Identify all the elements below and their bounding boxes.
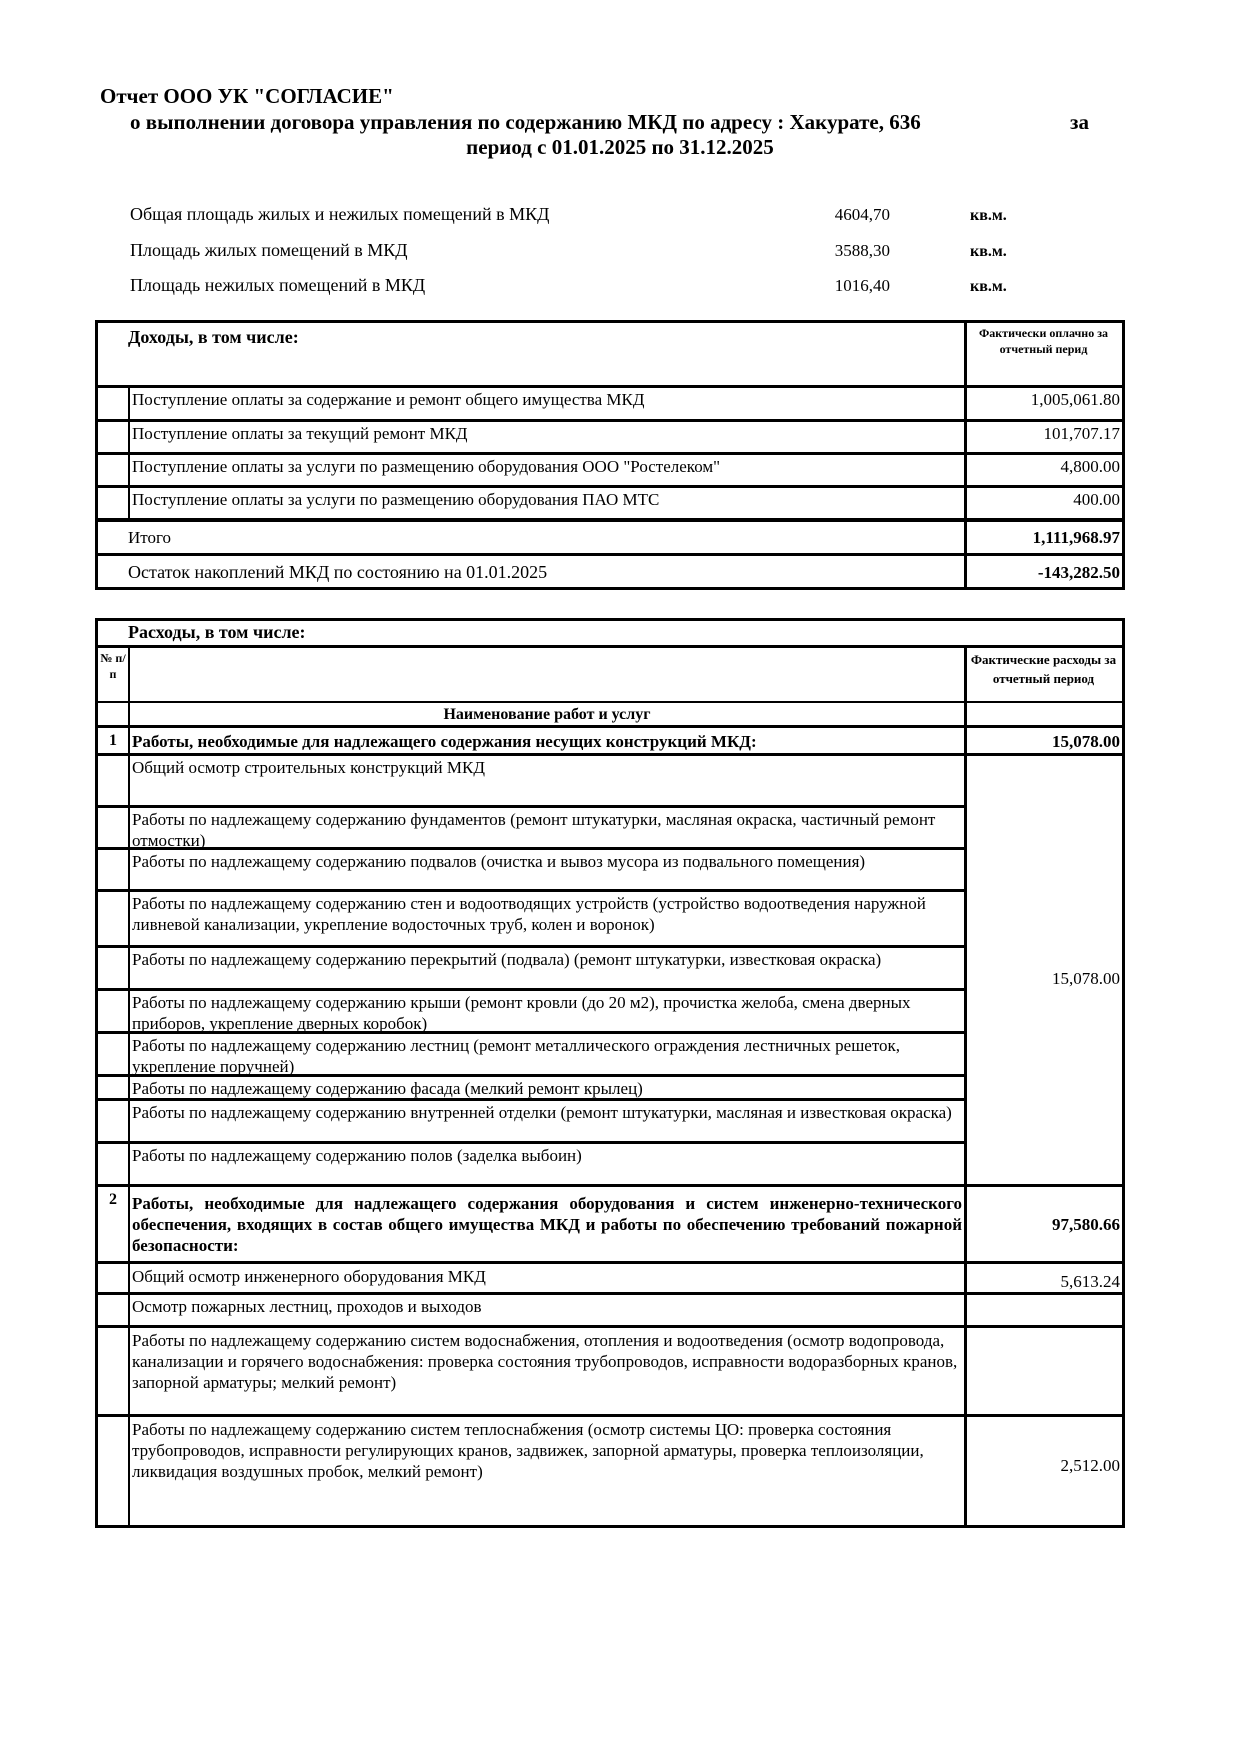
income-balance-row [98,553,1122,590]
area-unit: кв.м. [970,278,1007,295]
item-label: Работы по надлежащему содержанию лестниц (ремонт металлического ограждения лестничных решеток, укрепление поручней) [132,1036,901,1076]
row-spacer [98,850,130,889]
item-label: Работы по надлежащему содержанию подвалов (очистка и вывоз мусора из подвального помещения) [132,852,866,871]
item-label: Работы по надлежащему содержанию стен и водоотводящих устройств (устройство водоотведения наружной ливневой канализации, укрепление водосточных труб, колен и воронок) [132,894,926,934]
income-total-label: Итого [128,528,172,547]
income-row-label: Поступление оплаты за услуги по размещению оборудования ООО "Ростелеком" [132,457,721,476]
item-label: Работы по надлежащему содержанию систем теплоснабжения (осмотр системы ЦО: проверка состояния трубопроводов, исправности регулирующих кранов, задвижек, запорной арматуры, проверка теплоизоляции, ликвидация воздушных пробок, мелкий ремонт) [132,1420,924,1481]
income-total-row [98,518,1122,553]
item-value: 5,613.24 [964,1264,1122,1292]
report-title: Отчет ООО УК "СОГЛАСИЕ" [100,84,394,108]
section-title: Работы, необходимые для надлежащего содержания несущих конструкций МКД: [132,732,757,751]
table-row [98,452,1122,485]
item-label: Общий осмотр строительных конструкций МКД [132,758,485,777]
table-row [98,988,964,1031]
row-spacer [98,488,130,518]
table-row [98,1261,1122,1292]
item-label: Работы по надлежащему содержанию полов (заделка выбоин) [132,1146,582,1165]
row-spacer [98,948,130,988]
income-column-header: Фактически оплачно за отчетный перид [964,323,1122,385]
item-label: Осмотр пожарных лестниц, проходов и выходов [132,1297,482,1316]
area-unit: кв.м. [970,243,1007,260]
row-spacer [98,1144,130,1184]
row-spacer [98,703,130,725]
table-row [98,419,1122,452]
income-row-label: Поступление оплаты за содержание и ремонт общего имущества МКД [132,390,645,409]
row-spacer [98,422,130,452]
row-spacer [98,1328,130,1414]
expenses-header-row [98,645,1122,701]
table-row [98,1074,964,1098]
income-row-value: 101,707.17 [964,422,1122,452]
item-value [964,1295,1122,1325]
row-spacer [98,1417,130,1525]
table-row [98,753,964,805]
area-value: 3588,30 [834,241,890,260]
income-balance-value: -143,282.50 [964,556,1122,590]
table-row [98,945,964,988]
section-value: 97,580.66 [964,1187,1122,1261]
expenses-title: Расходы, в том числе: [128,622,306,642]
area-value: 4604,70 [834,205,890,224]
area-label: Площадь жилых помещений в МКД [130,240,408,260]
income-row-label: Поступление оплаты за текущий ремонт МКД [132,424,468,443]
report-period: период с 01.01.2025 по 31.12.2025 [466,135,774,159]
table-row [98,1325,1122,1414]
section1-group-value-cell [964,753,1122,1184]
area-label: Общая площадь жилых и нежилых помещений в МКД [130,204,550,224]
row-spacer [98,892,130,945]
income-title: Доходы, в том числе: [128,327,299,347]
row-spacer [98,1264,130,1292]
row-spacer [98,1295,130,1325]
table-row [98,485,1122,518]
row-spacer [98,1034,130,1074]
item-label: Общий осмотр инженерного оборудования МКД [132,1267,486,1286]
report-subtitle-suffix: за [1070,110,1089,134]
table-row [98,1414,1122,1525]
section-value: 15,078.00 [964,728,1122,753]
name-column-header: Наименование работ и услуг [443,706,651,723]
item-label: Работы по надлежащему содержанию внутренней отделки (ремонт штукатурки, масляная и известковая окраска) [132,1103,952,1122]
section-number: 1 [98,728,130,753]
income-table [95,320,1125,590]
income-balance-label: Остаток накоплений МКД по состоянию на 01.01.2025 [128,562,548,582]
item-label: Работы по надлежащему содержанию систем водоснабжения, отопления и водоотведения (осмотр водопровода, канализации и горячего водоснабжения: проверка состояния трубопроводов, исправности водоразборных кранов, запорной арматуры; мелкий ремонт) [132,1331,958,1392]
item-value: 2,512.00 [964,1417,1122,1525]
income-row-value: 4,800.00 [964,455,1122,485]
row-spacer [98,756,130,805]
section-number: 2 [98,1187,130,1261]
row-spacer [98,808,130,847]
row-spacer [98,455,130,485]
item-label: Работы по надлежащему содержанию фундаментов (ремонт штукатурки, масляная окраска, частичный ремонт отмостки) [132,810,936,850]
table-row [98,1141,964,1184]
header-spacer [130,648,964,701]
table-row [98,805,964,850]
table-row [98,1031,964,1074]
table-row [98,1098,964,1141]
section-row [98,1184,1122,1261]
area-unit: кв.м. [970,207,1007,224]
row-spacer [98,1101,130,1141]
item-label: Работы по надлежащему содержанию крыши (ремонт кровли (до 20 м2), прочистка желоба, смена дверных приборов, укрепление дверных коробок) [132,993,911,1033]
item-value [964,1328,1122,1414]
row-spacer [964,703,1122,725]
section-title: Работы, необходимые для надлежащего содержания оборудования и систем инженерно-технического обеспечения, входящих в состав общего имущества МКД и работы по обеспечению требований пожарной безопасности: [132,1194,962,1255]
table-row [98,1292,1122,1325]
row-spacer [98,1077,130,1098]
report-subtitle: о выполнении договора управления по содержанию МКД по адресу : Хакурате, 636 [130,110,921,134]
income-row-label: Поступление оплаты за услуги по размещению оборудования ПАО МТС [132,490,660,509]
income-row-value: 400.00 [964,488,1122,518]
income-total-value: 1,111,968.97 [964,522,1122,553]
num-column-header: № п/п [98,648,130,701]
area-value: 1016,40 [834,276,890,295]
item-label: Работы по надлежащему содержанию перекрытий (подвала) (ремонт штукатурки, известковая окраска) [132,950,882,969]
table-row [98,847,964,889]
name-header-row [98,701,1122,725]
income-row-value: 1,005,061.80 [964,388,1122,419]
item-label: Работы по надлежащему содержанию фасада (мелкий ремонт крылец) [132,1079,643,1098]
row-spacer [98,991,130,1031]
row-spacer [98,388,130,419]
table-row [98,889,964,945]
expenses-title-row [98,621,1122,645]
income-header-row [98,323,1122,385]
group-value: 15,078.00 [1052,969,1120,988]
expenses-column-header: Фактические расходы за отчетный период [964,648,1122,701]
section-row [98,725,1122,753]
expenses-table [95,618,1125,1528]
area-label: Площадь нежилых помещений в МКД [130,275,426,295]
table-row [98,385,1122,419]
